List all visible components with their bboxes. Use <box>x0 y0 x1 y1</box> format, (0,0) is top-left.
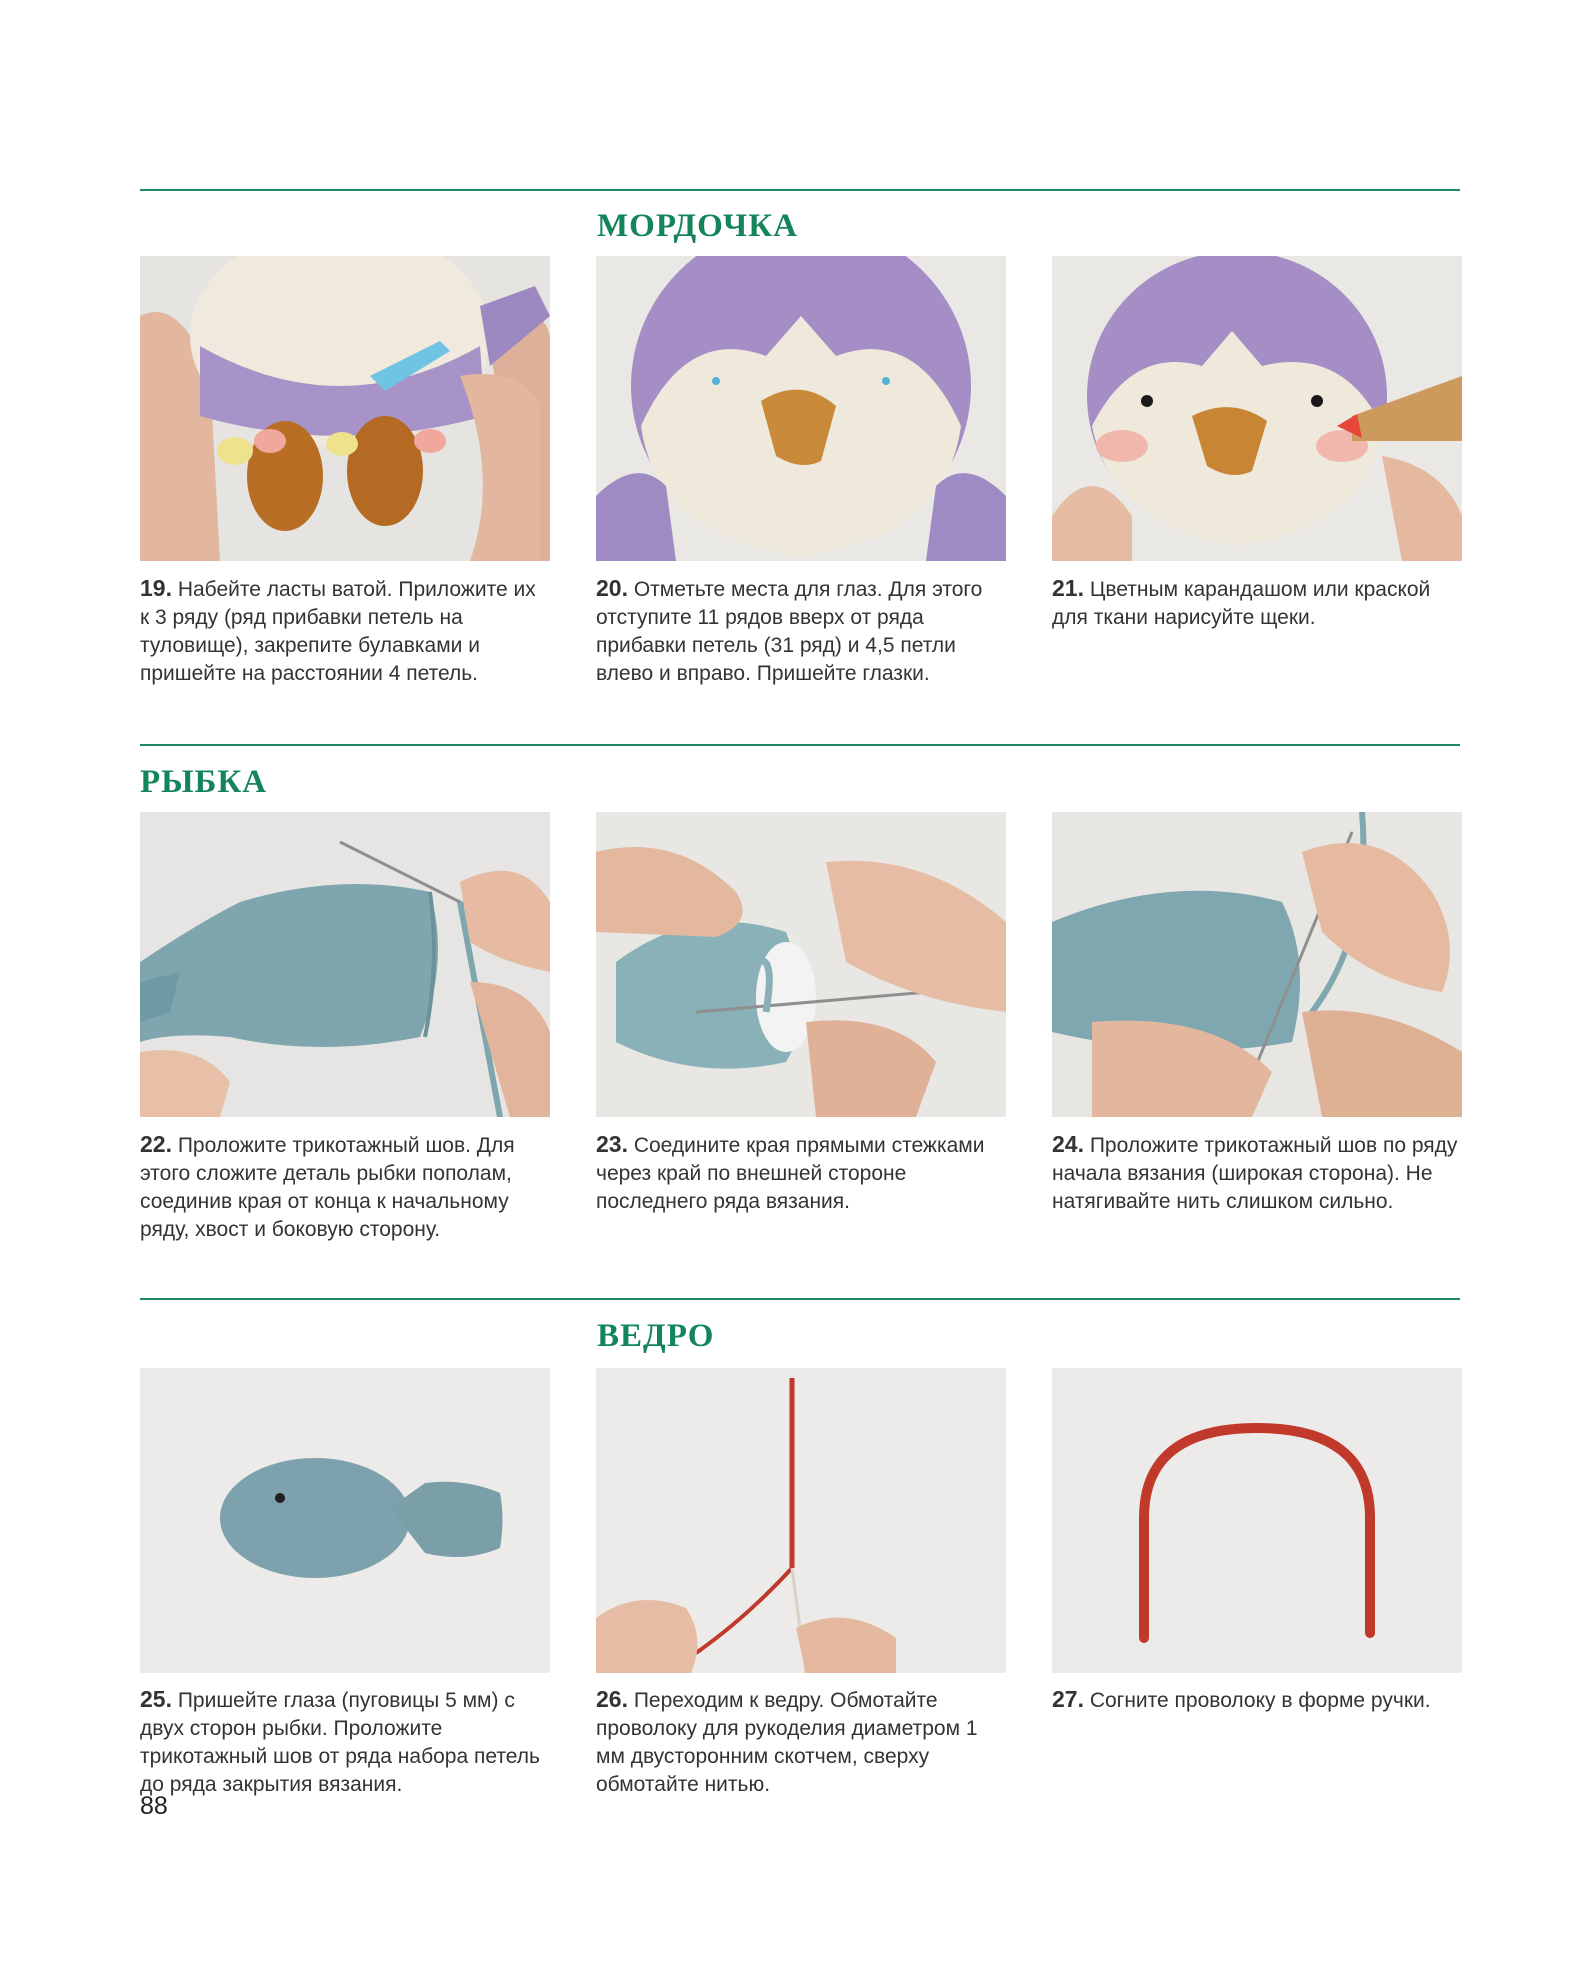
step-25-photo <box>140 1368 550 1673</box>
step-27-number: 27. <box>1052 1686 1084 1712</box>
step-19-text: Набейте ласты ватой. Приложите их к 3 ряду (ряд прибавки петель на туловище), закрепите булавками и пришейте на расстоянии 4 петель. <box>140 578 536 685</box>
step-24-number: 24. <box>1052 1131 1084 1157</box>
step-24-caption <box>1052 1130 1462 1216</box>
step-21-number: 21. <box>1052 575 1084 601</box>
step-19-photo <box>140 256 550 561</box>
page-number: 88 <box>140 1792 168 1820</box>
step-22-photo <box>140 812 550 1117</box>
section-title-bucket: ВЕДРО <box>597 1318 715 1354</box>
step-24-text: Проложите трикотажный шов по ряду начала вязания (широкая сторона). Не натягивайте нить слишком сильно. <box>1052 1134 1458 1213</box>
section-rule-face <box>140 189 1460 191</box>
step-22-number: 22. <box>140 1131 172 1157</box>
section-title-fish: РЫБКА <box>140 764 268 800</box>
step-19-caption <box>140 574 550 688</box>
step-20-number: 20. <box>596 575 628 601</box>
step-20-caption <box>596 574 1006 688</box>
step-26-number: 26. <box>596 1686 628 1712</box>
section-rule-bucket <box>140 1298 1460 1300</box>
step-22-caption <box>140 1130 550 1244</box>
step-20-text: Отметьте места для глаз. Для этого отступите 11 рядов вверх от ряда прибавки петель (31 ряд) и 4,5 петли влево и вправо. Пришейте глазки. <box>596 578 983 685</box>
step-24-photo <box>1052 812 1462 1117</box>
step-26-photo <box>596 1368 1006 1673</box>
step-23-number: 23. <box>596 1131 628 1157</box>
step-23-text: Соедините края прямыми стежками через край по внешней стороне последнего ряда вязания. <box>596 1134 985 1213</box>
step-26-text: Переходим к ведру. Обмотайте проволоку для рукоделия диаметром 1 мм двусторонним скотчем, сверху обмотайте нитью. <box>596 1689 978 1796</box>
step-23-photo <box>596 812 1006 1117</box>
step-25-number: 25. <box>140 1686 172 1712</box>
step-21-photo <box>1052 256 1462 561</box>
step-27-text: Согните проволоку в форме ручки. <box>1089 1689 1431 1712</box>
step-25-caption <box>140 1685 550 1799</box>
step-25-text: Пришейте глаза (пуговицы 5 мм) с двух сторон рыбки. Проложите трикотажный шов от ряда набора петель до ряда закрытия вязания. <box>140 1689 540 1796</box>
section-rule-fish <box>140 744 1460 746</box>
step-27-photo <box>1052 1368 1462 1673</box>
step-20-photo <box>596 256 1006 561</box>
step-21-text: Цветным карандашом или краской для ткани нарисуйте щеки. <box>1052 578 1431 629</box>
step-23-caption <box>596 1130 1006 1216</box>
step-26-caption <box>596 1685 1006 1799</box>
section-title-face: МОРДОЧКА <box>597 208 798 244</box>
step-27-caption <box>1052 1685 1462 1715</box>
step-19-number: 19. <box>140 575 172 601</box>
step-22-text: Проложите трикотажный шов. Для этого сложите деталь рыбки пополам, соединив края от конца к начальному ряду, хвост и боковую сторону. <box>140 1134 515 1241</box>
step-21-caption <box>1052 574 1462 632</box>
